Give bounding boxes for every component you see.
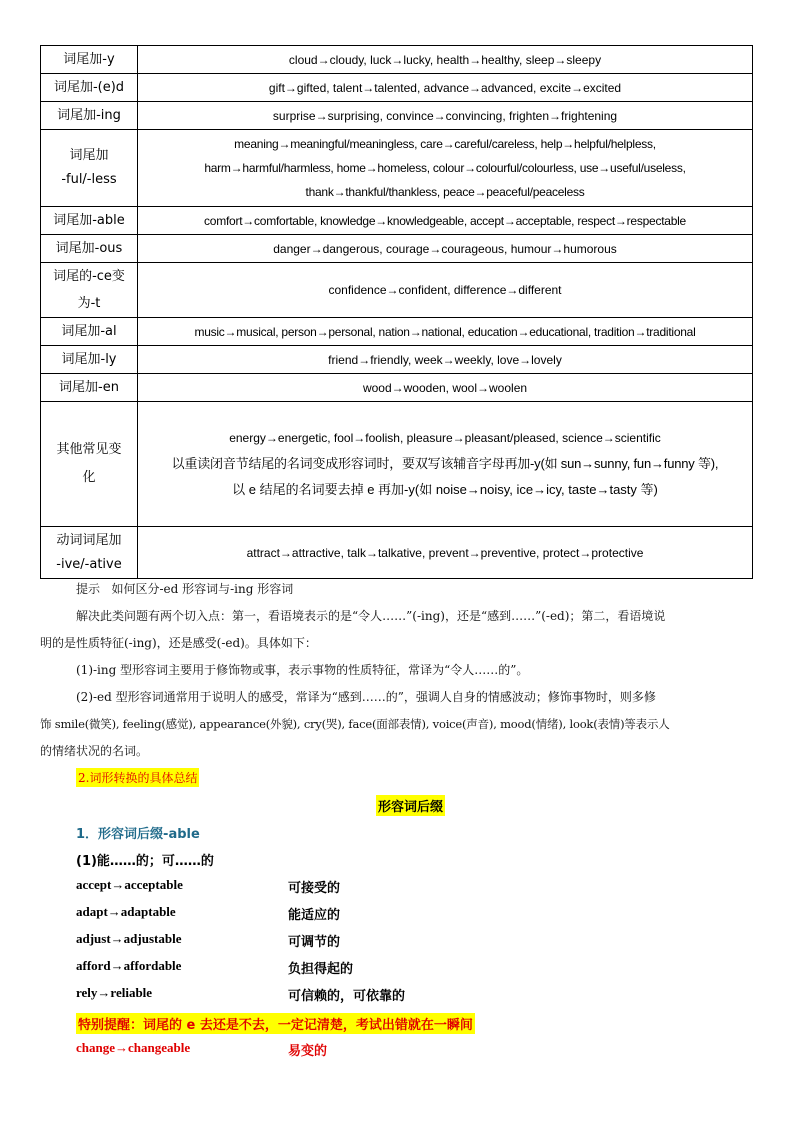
- word-meaning: 可调节的: [288, 935, 341, 950]
- word-meaning: 负担得起的: [288, 962, 354, 977]
- example-line: harm→harmful/harmless, home→homeless, colour→colourful/colourless, use→useful/useless,: [204, 161, 686, 175]
- rule-examples: music→musical, person→personal, nation→national, education→educational, tradition→traditional: [138, 318, 753, 346]
- word-pair: adapt→adaptable: [76, 904, 176, 919]
- rule-examples: surprise→surprising, convince→convincing, frighten→frightening: [138, 102, 753, 130]
- word-pair: accept→acceptable: [76, 877, 183, 892]
- rule-label: 词尾加-ly: [41, 346, 138, 374]
- word-pair: rely→reliable: [76, 985, 153, 1000]
- rule-examples: attract→attractive, talk→talkative, prevent→preventive, protect→protective: [138, 527, 753, 579]
- table-row: [41, 130, 753, 207]
- word-pair: afford→affordable: [76, 958, 182, 973]
- word-meaning: 可接受的: [288, 881, 341, 896]
- list-item: [76, 985, 676, 1005]
- tip-point: (1)-ing 型形容词主要用于修饰物或事，表示事物的性质特征，常译为“令人……的”。: [76, 663, 529, 677]
- list-item: [76, 1040, 676, 1060]
- rule-label: 词尾加-y: [41, 46, 138, 74]
- section-heading: 2.词形转换的具体总结: [76, 768, 199, 787]
- table-row: [41, 527, 753, 579]
- table-row: [41, 346, 753, 374]
- table-row: [41, 74, 753, 102]
- table-row: [41, 102, 753, 130]
- table-row: [41, 235, 753, 263]
- rule-examples: wood→wooden, wool→woolen: [138, 374, 753, 402]
- list-item: [76, 958, 676, 978]
- tip-point: (2)-ed 型形容词通常用于说明人的感受，常译为“感到……的”，强调人自身的情感波动；修饰事物时，则多修: [76, 690, 656, 704]
- list-item: [76, 904, 676, 924]
- tip-point: 的情绪状况的名词。: [40, 744, 149, 758]
- example-line: thank→thankful/thankless, peace→peaceful/peaceless: [305, 185, 585, 199]
- table-row: [41, 318, 753, 346]
- center-title: 形容词后缀: [376, 795, 445, 816]
- rule-examples: gift→gifted, talent→talented, advance→advanced, excite→excited: [138, 74, 753, 102]
- tip-block: [40, 576, 753, 765]
- special-note: 特别提醒：词尾的 e 去还是不去，一定记清楚，考试出错就在一瞬间: [76, 1013, 475, 1034]
- rule-label: 词尾加-(e)d: [41, 74, 138, 102]
- word-meaning: 可信赖的，可依靠的: [288, 989, 406, 1004]
- rule-examples: [138, 130, 753, 207]
- rule-label: 词尾加-ous: [41, 235, 138, 263]
- example-line: 以重读闭音节结尾的名词变成形容词时，要双写该辅音字母再加-y(如 sun→sunny, fun→funny 等),: [171, 456, 719, 471]
- word-meaning: 易变的: [288, 1044, 328, 1059]
- list-item: [76, 877, 676, 897]
- rule-label: 词尾的-ce变 为-t: [41, 263, 138, 318]
- word-pair: change→changeable: [76, 1040, 191, 1055]
- table-row: [41, 46, 753, 74]
- table-row: [41, 402, 753, 527]
- subsection-heading: 1．形容词后缀-able: [76, 827, 200, 842]
- rule-examples: [138, 402, 753, 527]
- tip-point: 饰 smile(微笑), feeling(感觉), appearance(外貌), cry(哭), face(面部表情), voice(声音), mood(情绪), look(表情)等表示人: [40, 717, 670, 731]
- table-row: [41, 263, 753, 318]
- rule-label: 词尾加-ing: [41, 102, 138, 130]
- meaning-heading: (1)能……的；可……的: [76, 854, 214, 869]
- example-line: meaning→meaningful/meaningless, care→careful/careless, help→helpful/helpless,: [234, 137, 656, 151]
- word-formation-table: [40, 45, 753, 579]
- rule-examples: cloud→cloudy, luck→lucky, health→healthy, sleep→sleepy: [138, 46, 753, 74]
- example-line: energy→energetic, fool→foolish, pleasure→pleasant/pleased, science→scientific: [229, 431, 661, 445]
- table-row: [41, 374, 753, 402]
- tip-line: 解决此类问题有两个切入点：第一，看语境表示的是“令人……”(-ing)，还是“感到……”(-ed)；第二，看语境说: [76, 609, 666, 623]
- tip-line: 明的是性质特征(-ing)，还是感受(-ed)。具体如下：: [40, 636, 317, 650]
- tip-title: 如何区分-ed 形容词与-ing 形容词: [111, 582, 294, 596]
- rule-label: 动词词尾加 -ive/-ative: [41, 527, 138, 579]
- rule-examples: friend→friendly, week→weekly, love→lovely: [138, 346, 753, 374]
- rule-examples: comfort→comfortable, knowledge→knowledgeable, accept→acceptable, respect→respectable: [138, 207, 753, 235]
- rule-examples: confidence→confident, difference→different: [138, 263, 753, 318]
- rule-label: 词尾加-al: [41, 318, 138, 346]
- word-meaning: 能适应的: [288, 908, 341, 923]
- example-line: 以 e 结尾的名词要去掉 e 再加-y(如 noise→noisy, ice→icy, taste→tasty 等): [232, 482, 658, 497]
- table-row: [41, 207, 753, 235]
- tip-tag: 提示: [76, 582, 101, 596]
- rule-label: 其他常见变 化: [41, 402, 138, 527]
- rule-label: 词尾加-en: [41, 374, 138, 402]
- tip-heading: [40, 576, 753, 603]
- word-pair: adjust→adjustable: [76, 931, 182, 946]
- rule-label: 词尾加 -ful/-less: [41, 130, 138, 207]
- list-item: [76, 931, 676, 951]
- rule-label: 词尾加-able: [41, 207, 138, 235]
- rule-examples: danger→dangerous, courage→courageous, humour→humorous: [138, 235, 753, 263]
